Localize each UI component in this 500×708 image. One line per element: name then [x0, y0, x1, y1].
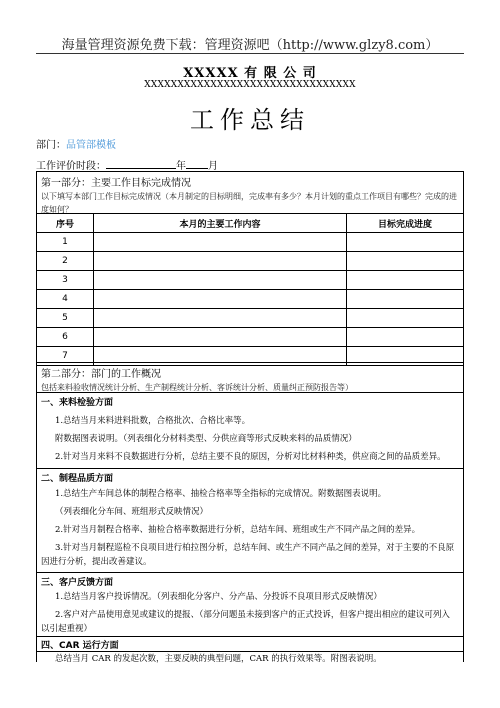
table-row — [37, 271, 464, 290]
row-progress-cell[interactable] — [347, 290, 464, 309]
evaluation-period — [36, 157, 218, 172]
department-line — [36, 136, 116, 151]
table-row — [37, 252, 464, 271]
period-year-blank — [106, 158, 176, 169]
part2-header-box — [36, 362, 464, 393]
department-value: 品管部模板 — [66, 140, 116, 151]
department-label: 部门： — [36, 140, 66, 151]
row-content-cell[interactable] — [94, 309, 347, 328]
column-header-progress: 目标完成进度 — [347, 214, 464, 233]
car-line-1: 总结当月 CAR 的发起次数，主要反映的典型问题，CAR 的执行效果等。附图表说明。 — [55, 654, 382, 664]
row-progress-cell[interactable] — [347, 309, 464, 328]
row-index: 6 — [37, 328, 94, 347]
column-header-index: 序号 — [37, 214, 94, 233]
part1-heading: 第一部分：主要工作目标完成情况 — [41, 178, 191, 189]
section-car-title: 四、CAR 运行方面 — [41, 641, 119, 651]
row-index: 4 — [37, 290, 94, 309]
row-content-cell[interactable] — [94, 233, 347, 252]
column-header-content: 本月的主要工作内容 — [94, 214, 347, 233]
table-row — [37, 233, 464, 252]
part2-body — [36, 392, 464, 662]
process-line-2: （列表细化分车间、班组形式反映情况） — [55, 507, 209, 517]
company-subtitle: XXXXXXXXXXXXXXXXXXXXXXXXXXXXXXXX — [144, 80, 356, 90]
row-progress-cell[interactable] — [347, 328, 464, 347]
part2-description: 包括来料验收情况统计分析、生产制程统计分析、客诉统计分析、质量纠正预防报告等） — [41, 383, 353, 392]
part2-heading: 第二部分：部门的工作概况 — [41, 369, 161, 380]
customer-line-1: 1.总结当月客户投诉情况。（列表细化分客户、分产品、分投诉不良项目形式反映情况） — [55, 592, 382, 602]
part1-description: 以下填写本部门工作目标完成情况（本月制定的目标明细，完成率有多少？本月计划的重点工作项目有哪些？完成的进度如何？ — [41, 192, 457, 214]
row-progress-cell[interactable] — [347, 233, 464, 252]
site-banner: 海量管理资源免费下载：管理资源吧（http://www.glzy8.com） — [61, 38, 439, 53]
incoming-line-2: 附数据图表说明。（列表细化分材料类型、分供应商等形式反映来料的品质情况） — [55, 434, 357, 444]
row-index: 3 — [37, 271, 94, 290]
goals-table-header — [37, 214, 464, 233]
incoming-line-1: 1.总结当月来料进料批数，合格批次、合格比率等。 — [55, 416, 251, 426]
banner-divider — [36, 53, 464, 54]
row-index: 2 — [37, 252, 94, 271]
row-content-cell[interactable] — [94, 290, 347, 309]
row-content-cell[interactable] — [94, 328, 347, 347]
row-content-cell[interactable] — [94, 271, 347, 290]
period-month-label: 月 — [208, 161, 218, 172]
period-label: 工作评价时段： — [36, 161, 106, 172]
row-index: 5 — [37, 309, 94, 328]
company-name: XXXXX 有 限 公 司 — [183, 66, 317, 81]
customer-line-2a: 2.客户对产品使用意见或建议的提报、（部分问题虽未接到客户的正式投诉，但客户提出相应的建议可列入 — [55, 610, 450, 620]
process-line-4a: 3.针对当月制程巡检不良项目进行柏拉图分析，总结车间、或生产不同产品之间的差异，对于主要的不良原 — [55, 543, 455, 553]
period-month-blank — [186, 158, 208, 169]
row-progress-cell[interactable] — [347, 271, 464, 290]
process-line-3: 2.针对当月制程合格率、抽检合格率数据进行分析，总结车间、班组或生产不同产品之间的差异。 — [55, 525, 421, 535]
table-row — [37, 328, 464, 347]
section-incoming-inspection-title: 一、来料检验方面 — [41, 398, 114, 408]
goals-table — [36, 213, 464, 366]
section-customer-feedback-title: 三、客户反馈方面 — [41, 578, 114, 588]
document-title: 工作总结 — [190, 106, 310, 134]
section-process-quality-title: 二、制程品质方面 — [41, 474, 114, 484]
row-index: 1 — [37, 233, 94, 252]
process-line-1: 1.总结生产车间总体的制程合格率、抽检合格率等全指标的完成情况。附数据图表说明。 — [55, 489, 387, 499]
part1-header-box — [36, 171, 464, 214]
table-row — [37, 290, 464, 309]
process-line-4b: 因进行分析，提出改善建议。 — [41, 557, 152, 567]
incoming-line-3: 2.针对当月来料不良数据进行分析，总结主要不良的原因，分析对比材料种类，供应商之间的品质差异。 — [55, 452, 446, 462]
table-row — [37, 309, 464, 328]
row-index: 7 — [37, 347, 94, 366]
customer-line-2b: 以引起重视） — [41, 624, 93, 634]
row-progress-cell[interactable] — [347, 252, 464, 271]
period-year-label: 年 — [176, 161, 186, 172]
row-content-cell[interactable] — [94, 252, 347, 271]
